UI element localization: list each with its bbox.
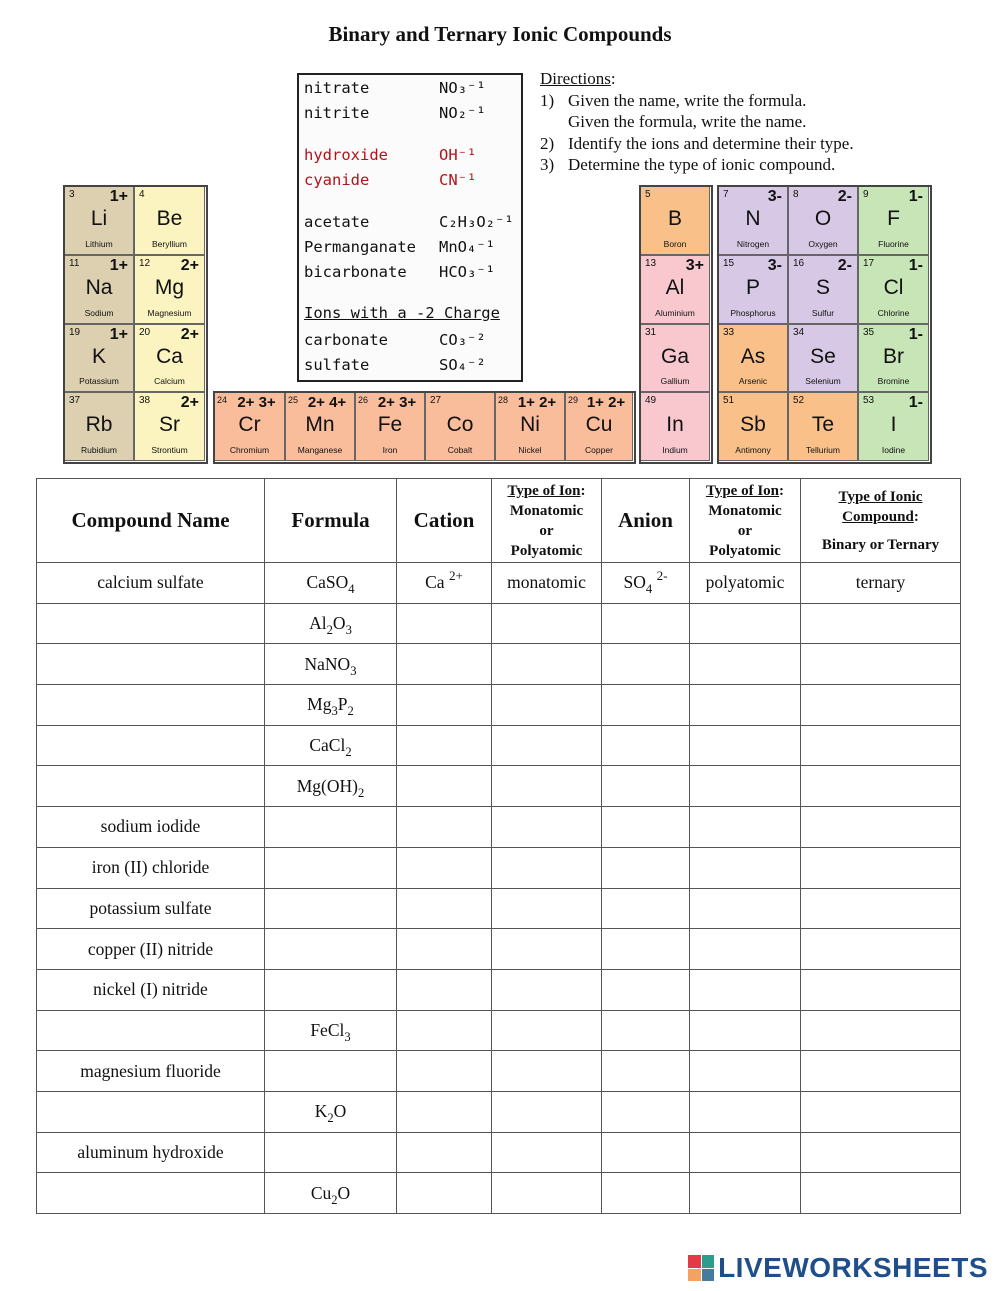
cell-compound-name: sodium iodide xyxy=(37,807,265,848)
element-symbol: Be xyxy=(156,207,183,230)
ion-formula: HCO₃⁻¹ xyxy=(439,263,495,281)
cell-formula: $Mg_3P_2$ xyxy=(265,685,397,726)
cell-anion[interactable] xyxy=(602,1132,690,1173)
header-cation: Cation xyxy=(397,479,492,563)
cell-anion-type[interactable] xyxy=(690,888,801,929)
cell-cation[interactable] xyxy=(397,603,492,644)
ion-formula: MnO₄⁻¹ xyxy=(439,238,495,256)
element-group-outline xyxy=(639,185,713,464)
table-row xyxy=(37,807,961,848)
cell-cation-type[interactable] xyxy=(492,807,602,848)
example-anion: $SO_4$ $^{2-}$ xyxy=(602,563,690,604)
cell-formula: $Mg(OH)_2$ xyxy=(265,766,397,807)
ion-name: cyanide xyxy=(304,171,370,189)
ion-formula: NO₂⁻¹ xyxy=(439,104,486,122)
element-symbol: In xyxy=(666,413,684,436)
table-row xyxy=(37,1091,961,1132)
element-symbol: N xyxy=(745,207,761,230)
element-name: Chlorine xyxy=(877,308,910,318)
element-name: Antimony xyxy=(735,445,771,455)
direction-text: Given the formula, write the name. xyxy=(568,112,807,131)
cell-formula: $K_2O$ xyxy=(265,1091,397,1132)
element-charge: 2+ 3+ xyxy=(377,394,417,411)
cell-formula[interactable] xyxy=(265,929,397,970)
element-charge: 1+ 2+ xyxy=(586,394,626,411)
example-anion-type: polyatomic xyxy=(690,563,801,604)
ion-hydroxide xyxy=(304,146,517,164)
element-name: Boron xyxy=(663,239,687,249)
cell-anion-type[interactable] xyxy=(690,644,801,685)
element-symbol: Cr xyxy=(238,413,261,436)
direction-text: Identify the ions and determine their type. xyxy=(568,133,854,153)
cell-cation[interactable] xyxy=(397,888,492,929)
element-name: Calcium xyxy=(154,376,185,386)
element-symbol: Cu xyxy=(585,413,613,436)
atomic-number: 20 xyxy=(139,327,151,338)
element-name: Tellurium xyxy=(805,445,840,455)
atomic-number: 24 xyxy=(217,395,228,405)
cell-anion-type[interactable] xyxy=(690,1010,801,1051)
cell-anion-type[interactable] xyxy=(690,807,801,848)
element-charge: 1- xyxy=(908,394,923,411)
element-symbol: P xyxy=(745,276,760,299)
cell-compound-type[interactable] xyxy=(801,969,961,1010)
ion-box-heading: Ions with a -2 Charge xyxy=(304,304,500,322)
atomic-number: 27 xyxy=(430,395,442,406)
cell-anion-type[interactable] xyxy=(690,969,801,1010)
cell-anion[interactable] xyxy=(602,644,690,685)
element-symbol: Fe xyxy=(377,413,403,436)
ion-formula: C₂H₃O₂⁻¹ xyxy=(439,213,514,231)
atomic-number: 25 xyxy=(288,395,299,405)
ion-name: nitrite xyxy=(304,104,370,122)
table-row xyxy=(37,725,961,766)
element-name: Aluminium xyxy=(655,308,695,318)
atomic-number: 37 xyxy=(69,395,81,406)
element-charge: 1+ xyxy=(109,188,128,205)
element-name: Rubidium xyxy=(81,445,117,455)
cell-cation[interactable] xyxy=(397,725,492,766)
element-name: Nickel xyxy=(518,445,542,455)
cell-anion[interactable] xyxy=(602,1010,690,1051)
worksheet-table xyxy=(36,478,961,1214)
table-header-row xyxy=(37,479,961,563)
cell-anion-type[interactable] xyxy=(690,603,801,644)
atomic-number: 38 xyxy=(139,395,151,406)
ion-bicarbonate xyxy=(304,263,517,281)
cell-compound-type[interactable] xyxy=(801,603,961,644)
table-row xyxy=(37,766,961,807)
element-symbol: Rb xyxy=(85,413,113,436)
cell-compound-type[interactable] xyxy=(801,807,961,848)
atomic-number: 19 xyxy=(69,327,81,338)
atomic-number: 8 xyxy=(793,189,799,200)
element-name: Nitrogen xyxy=(736,239,770,249)
example-compound-type: ternary xyxy=(801,563,961,604)
cell-cation-type[interactable] xyxy=(492,1051,602,1092)
ion-permanganate xyxy=(304,238,517,256)
polyatomic-ion-box xyxy=(297,73,523,382)
element-name: Sodium xyxy=(84,308,114,318)
cell-formula[interactable] xyxy=(265,807,397,848)
cell-compound-type[interactable] xyxy=(801,1173,961,1214)
element-symbol: Ni xyxy=(520,413,540,436)
ion-formula: NO₃⁻¹ xyxy=(439,79,486,97)
element-symbol: Al xyxy=(665,276,685,299)
direction-number xyxy=(540,111,568,133)
element-name: Fluorine xyxy=(878,239,909,249)
cell-anion-type[interactable] xyxy=(690,929,801,970)
header-compound-type: Type of Ionic Compound: Binary or Ternary xyxy=(801,479,961,563)
element-symbol: F xyxy=(887,207,900,230)
direction-item xyxy=(540,90,980,112)
atomic-number: 7 xyxy=(723,189,729,200)
cell-cation-type[interactable] xyxy=(492,1091,602,1132)
direction-number: 1) xyxy=(540,90,555,110)
cell-formula: NaNO$_3$ xyxy=(265,644,397,685)
element-charge: 1- xyxy=(908,326,923,343)
element-charge: 1+ xyxy=(109,326,128,343)
cell-cation[interactable] xyxy=(397,1051,492,1092)
element-symbol: Li xyxy=(90,207,108,230)
ion-carbonate xyxy=(304,331,517,349)
element-group-outline xyxy=(213,391,636,464)
cell-cation[interactable] xyxy=(397,807,492,848)
element-symbol: Te xyxy=(811,413,835,436)
atomic-number: 49 xyxy=(645,395,657,406)
directions-heading: Directions xyxy=(540,69,611,88)
table-row xyxy=(37,847,961,888)
ion-sulfate xyxy=(304,356,517,374)
cell-formula[interactable] xyxy=(265,969,397,1010)
ion-name: hydroxide xyxy=(304,146,388,164)
atomic-number: 12 xyxy=(139,258,151,269)
cell-anion-type[interactable] xyxy=(690,847,801,888)
element-symbol: Na xyxy=(85,276,113,299)
example-row xyxy=(37,563,961,604)
cell-anion-type[interactable] xyxy=(690,725,801,766)
element-charge: 1- xyxy=(908,257,923,274)
table-row xyxy=(37,1051,961,1092)
ion-formula: CN⁻¹ xyxy=(439,171,477,189)
cell-formula[interactable] xyxy=(265,847,397,888)
cell-cation[interactable] xyxy=(397,1091,492,1132)
cell-cation[interactable] xyxy=(397,644,492,685)
directions: Directions: 1) Given the name, write the formula. Given the formula, write the name. 2) Identify the ions and determine their type. 3) Determine the type of ionic compound. xyxy=(540,68,980,176)
cell-compound-type[interactable] xyxy=(801,685,961,726)
cell-cation[interactable] xyxy=(397,685,492,726)
direction-text: Given the name, write the formula. xyxy=(568,90,807,110)
brand-text: LIVEWORKSHEETS xyxy=(718,1252,988,1283)
element-name: Cobalt xyxy=(447,445,473,455)
example-cation: Ca $^{2+}$ xyxy=(397,563,492,604)
cell-formula: CaCl$_2$ xyxy=(265,725,397,766)
element-symbol: Br xyxy=(883,345,904,368)
table-row xyxy=(37,969,961,1010)
cell-compound-type[interactable] xyxy=(801,725,961,766)
cell-formula: $Cu_2O$ xyxy=(265,1173,397,1214)
cell-compound-type[interactable] xyxy=(801,1091,961,1132)
cell-compound-name: magnesium fluoride xyxy=(37,1051,265,1092)
cell-compound-name[interactable] xyxy=(37,766,265,807)
element-name: Copper xyxy=(585,445,613,455)
ion-formula: OH⁻¹ xyxy=(439,146,477,164)
cell-cation-type[interactable] xyxy=(492,766,602,807)
element-name: Chromium xyxy=(229,445,270,455)
element-symbol: Co xyxy=(446,413,474,436)
header-anion-type: Type of Ion: Monatomic or Polyatomic xyxy=(690,479,801,563)
table-row xyxy=(37,1173,961,1214)
element-charge: 2+ 4+ xyxy=(307,394,347,411)
table-row xyxy=(37,603,961,644)
element-symbol: Cl xyxy=(883,276,904,299)
header-compound-name: Compound Name xyxy=(37,479,265,563)
cell-compound-type[interactable] xyxy=(801,847,961,888)
direction-item xyxy=(540,133,980,155)
element-group-outline xyxy=(717,185,932,464)
direction-text: Determine the type of ionic compound. xyxy=(568,155,836,174)
liveworksheets-logo xyxy=(688,1252,988,1284)
cell-anion-type[interactable] xyxy=(690,1132,801,1173)
cell-compound-type[interactable] xyxy=(801,1010,961,1051)
element-name: Oxygen xyxy=(808,239,838,249)
cell-compound-name[interactable] xyxy=(37,725,265,766)
element-name: Strontium xyxy=(151,445,188,455)
element-symbol: B xyxy=(667,207,682,230)
cell-anion[interactable] xyxy=(602,1051,690,1092)
atomic-number: 53 xyxy=(863,395,875,406)
atomic-number: 26 xyxy=(358,395,369,405)
table-row xyxy=(37,1010,961,1051)
element-symbol: Se xyxy=(810,345,836,368)
element-symbol: As xyxy=(740,345,766,368)
table-row xyxy=(37,929,961,970)
atomic-number: 31 xyxy=(645,327,657,338)
atomic-number: 29 xyxy=(568,395,579,405)
cell-anion[interactable] xyxy=(602,807,690,848)
element-charge: 2+ xyxy=(180,326,199,343)
element-charge: 2- xyxy=(837,257,852,274)
element-name: Phosphorus xyxy=(730,308,776,318)
element-name: Indium xyxy=(662,445,688,455)
element-symbol: I xyxy=(890,413,897,436)
atomic-number: 28 xyxy=(498,395,509,405)
cell-cation[interactable] xyxy=(397,1010,492,1051)
cell-compound-name[interactable] xyxy=(37,685,265,726)
element-name: Sulfur xyxy=(811,308,835,318)
cell-formula[interactable] xyxy=(265,1132,397,1173)
cell-compound-type[interactable] xyxy=(801,929,961,970)
table-row xyxy=(37,1132,961,1173)
cell-anion-type[interactable] xyxy=(690,1051,801,1092)
cell-anion[interactable] xyxy=(602,969,690,1010)
cell-cation-type[interactable] xyxy=(492,644,602,685)
liveworksheets-mark-icon xyxy=(688,1255,714,1281)
cell-anion[interactable] xyxy=(602,888,690,929)
element-charge: 3+ xyxy=(685,257,704,274)
cell-anion[interactable] xyxy=(602,725,690,766)
element-charge: 2+ xyxy=(180,394,199,411)
cell-cation-type[interactable] xyxy=(492,929,602,970)
example-formula: CaSO$_4$ xyxy=(265,563,397,604)
element-symbol: Mn xyxy=(305,413,335,436)
ion-name: Permanganate xyxy=(304,238,416,256)
cell-formula[interactable] xyxy=(265,888,397,929)
cell-compound-name[interactable] xyxy=(37,1173,265,1214)
cell-cation-type[interactable] xyxy=(492,847,602,888)
cell-cation[interactable] xyxy=(397,847,492,888)
cell-compound-name: aluminum hydroxide xyxy=(37,1132,265,1173)
cell-compound-name[interactable] xyxy=(37,603,265,644)
element-symbol: Ca xyxy=(156,345,183,368)
element-symbol: Mg xyxy=(154,276,185,299)
table-row xyxy=(37,644,961,685)
cell-cation[interactable] xyxy=(397,766,492,807)
cell-anion-type[interactable] xyxy=(690,685,801,726)
table-row xyxy=(37,888,961,929)
example-cation-type: monatomic xyxy=(492,563,602,604)
ion-cyanide xyxy=(304,171,517,189)
atomic-number: 9 xyxy=(863,189,869,200)
page-title: Binary and Ternary Ionic Compounds xyxy=(328,22,672,46)
element-symbol: Sb xyxy=(740,413,766,436)
element-name: Iodine xyxy=(881,445,906,455)
atomic-number: 13 xyxy=(645,258,657,269)
atomic-number: 15 xyxy=(723,258,735,269)
element-symbol: K xyxy=(91,345,106,368)
cell-compound-name: nickel (I) nitride xyxy=(37,969,265,1010)
element-charge: 1+ xyxy=(109,257,128,274)
cell-compound-name[interactable] xyxy=(37,644,265,685)
element-symbol: Ga xyxy=(660,345,689,368)
cell-anion[interactable] xyxy=(602,847,690,888)
ion-name: carbonate xyxy=(304,331,388,349)
ion-name: nitrate xyxy=(304,79,370,97)
element-name: Magnesium xyxy=(147,308,192,318)
example-name: calcium sulfate xyxy=(37,563,265,604)
ion-nitrite xyxy=(304,104,517,122)
element-name: Beryllium xyxy=(152,239,187,249)
cell-anion[interactable] xyxy=(602,1091,690,1132)
atomic-number: 16 xyxy=(793,258,805,269)
atomic-number: 33 xyxy=(723,327,735,338)
ion-name: sulfate xyxy=(304,356,370,374)
cell-anion[interactable] xyxy=(602,766,690,807)
element-name: Gallium xyxy=(660,376,690,386)
cell-cation[interactable] xyxy=(397,929,492,970)
cell-anion[interactable] xyxy=(602,929,690,970)
cell-cation-type[interactable] xyxy=(492,1132,602,1173)
cell-cation[interactable] xyxy=(397,1173,492,1214)
cell-cation[interactable] xyxy=(397,969,492,1010)
atomic-number: 11 xyxy=(69,258,80,269)
element-charge: 2+ xyxy=(180,257,199,274)
direction-item xyxy=(540,111,980,133)
cell-compound-name: iron (II) chloride xyxy=(37,847,265,888)
element-charge: 2+ 3+ xyxy=(237,394,276,411)
cell-compound-type[interactable] xyxy=(801,888,961,929)
cell-anion[interactable] xyxy=(602,1173,690,1214)
atomic-number: 17 xyxy=(863,258,875,269)
cell-compound-name: potassium sulfate xyxy=(37,888,265,929)
ion-nitrate xyxy=(304,79,517,97)
cell-cation-type[interactable] xyxy=(492,1010,602,1051)
element-symbol: Sr xyxy=(159,413,180,436)
cell-formula[interactable] xyxy=(265,1051,397,1092)
cell-cation-type[interactable] xyxy=(492,888,602,929)
cell-compound-type[interactable] xyxy=(801,1132,961,1173)
element-name: Bromine xyxy=(877,376,910,386)
cell-formula: FeCl$_3$ xyxy=(265,1010,397,1051)
header-formula: Formula xyxy=(265,479,397,563)
cell-cation[interactable] xyxy=(397,1132,492,1173)
element-charge: 3- xyxy=(767,188,782,205)
atomic-number: 51 xyxy=(723,395,735,406)
atomic-number: 52 xyxy=(793,395,805,406)
cell-anion[interactable] xyxy=(602,603,690,644)
element-charge: 1- xyxy=(908,188,923,205)
atomic-number: 5 xyxy=(645,189,651,200)
ion-acetate xyxy=(304,213,517,231)
cell-compound-name[interactable] xyxy=(37,1010,265,1051)
cell-anion[interactable] xyxy=(602,685,690,726)
direction-item xyxy=(540,154,980,176)
cell-cation-type[interactable] xyxy=(492,1173,602,1214)
cell-compound-type[interactable] xyxy=(801,766,961,807)
cell-cation-type[interactable] xyxy=(492,603,602,644)
cell-cation-type[interactable] xyxy=(492,725,602,766)
cell-anion-type[interactable] xyxy=(690,766,801,807)
element-name: Arsenic xyxy=(738,376,768,386)
table-row xyxy=(37,685,961,726)
header-cation-type: Type of Ion: Monatomic or Polyatomic xyxy=(492,479,602,563)
element-charge: 1+ 2+ xyxy=(517,394,557,411)
cell-compound-type[interactable] xyxy=(801,1051,961,1092)
direction-number: 2) xyxy=(540,133,555,153)
atomic-number: 4 xyxy=(139,189,145,200)
cell-compound-type[interactable] xyxy=(801,644,961,685)
ion-name: bicarbonate xyxy=(304,263,407,281)
ion-formula: SO₄⁻² xyxy=(439,356,486,374)
header-anion: Anion xyxy=(602,479,690,563)
element-name: Potassium xyxy=(79,376,119,386)
cell-anion-type[interactable] xyxy=(690,1091,801,1132)
ion-formula: CO₃⁻² xyxy=(439,331,486,349)
cell-compound-name[interactable] xyxy=(37,1091,265,1132)
ion-name: acetate xyxy=(304,213,370,231)
element-charge: 2- xyxy=(837,188,852,205)
element-charge: 3- xyxy=(767,257,782,274)
element-name: Manganese xyxy=(297,445,343,455)
element-name: Selenium xyxy=(805,376,841,386)
element-symbol: S xyxy=(815,276,830,299)
element-symbol: O xyxy=(814,207,832,230)
cell-compound-name: copper (II) nitride xyxy=(37,929,265,970)
direction-number: 3) xyxy=(540,155,555,174)
atomic-number: 35 xyxy=(863,327,875,338)
cell-anion-type[interactable] xyxy=(690,1173,801,1214)
element-name: Iron xyxy=(382,445,398,455)
cell-cation-type[interactable] xyxy=(492,969,602,1010)
cell-cation-type[interactable] xyxy=(492,685,602,726)
element-group-outline xyxy=(63,185,208,464)
atomic-number: 3 xyxy=(69,189,75,200)
element-name: Lithium xyxy=(85,239,113,249)
cell-formula: $Al_2O_3$ xyxy=(265,603,397,644)
atomic-number: 34 xyxy=(793,327,805,338)
